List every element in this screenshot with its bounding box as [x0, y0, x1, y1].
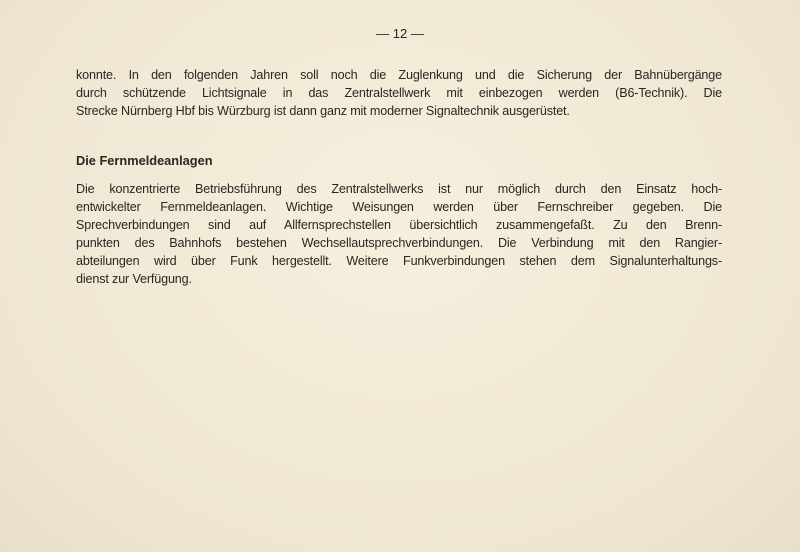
text-line: Die konzentrierte Betriebsführung des Zentralstellwerks ist nur möglich durch den Einsatz hoch- — [76, 182, 722, 196]
text-line: Sprechverbindungen sind auf Allfernsprechstellen übersichtlich zusammengefaßt. Zu den Brenn- — [76, 218, 722, 232]
text-line: punkten des Bahnhofs bestehen Wechsellautsprechverbindungen. Die Verbindung mit den Rangier- — [76, 236, 722, 250]
text-line: konnte. In den folgenden Jahren soll noch die Zuglenkung und die Sicherung der Bahnübergänge — [76, 68, 722, 82]
text-line: entwickelter Fernmeldeanlagen. Wichtige Weisungen werden über Fernschreiber gegeben. Die — [76, 200, 722, 214]
text-line: durch schützende Lichtsignale in das Zentralstellwerk mit einbezogen werden (B6-Technik). Die — [76, 86, 722, 100]
text-line: dienst zur Verfügung. — [76, 272, 192, 286]
text-line: abteilungen wird über Funk hergestellt. Weitere Funkverbindungen stehen dem Signalunterhaltungs- — [76, 254, 722, 268]
section-heading: Die Fernmeldeanlagen — [76, 153, 213, 168]
page-number: — 12 — — [376, 26, 424, 41]
text-line: Strecke Nürnberg Hbf bis Würzburg ist dann ganz mit moderner Signaltechnik ausgerüstet. — [76, 104, 570, 118]
